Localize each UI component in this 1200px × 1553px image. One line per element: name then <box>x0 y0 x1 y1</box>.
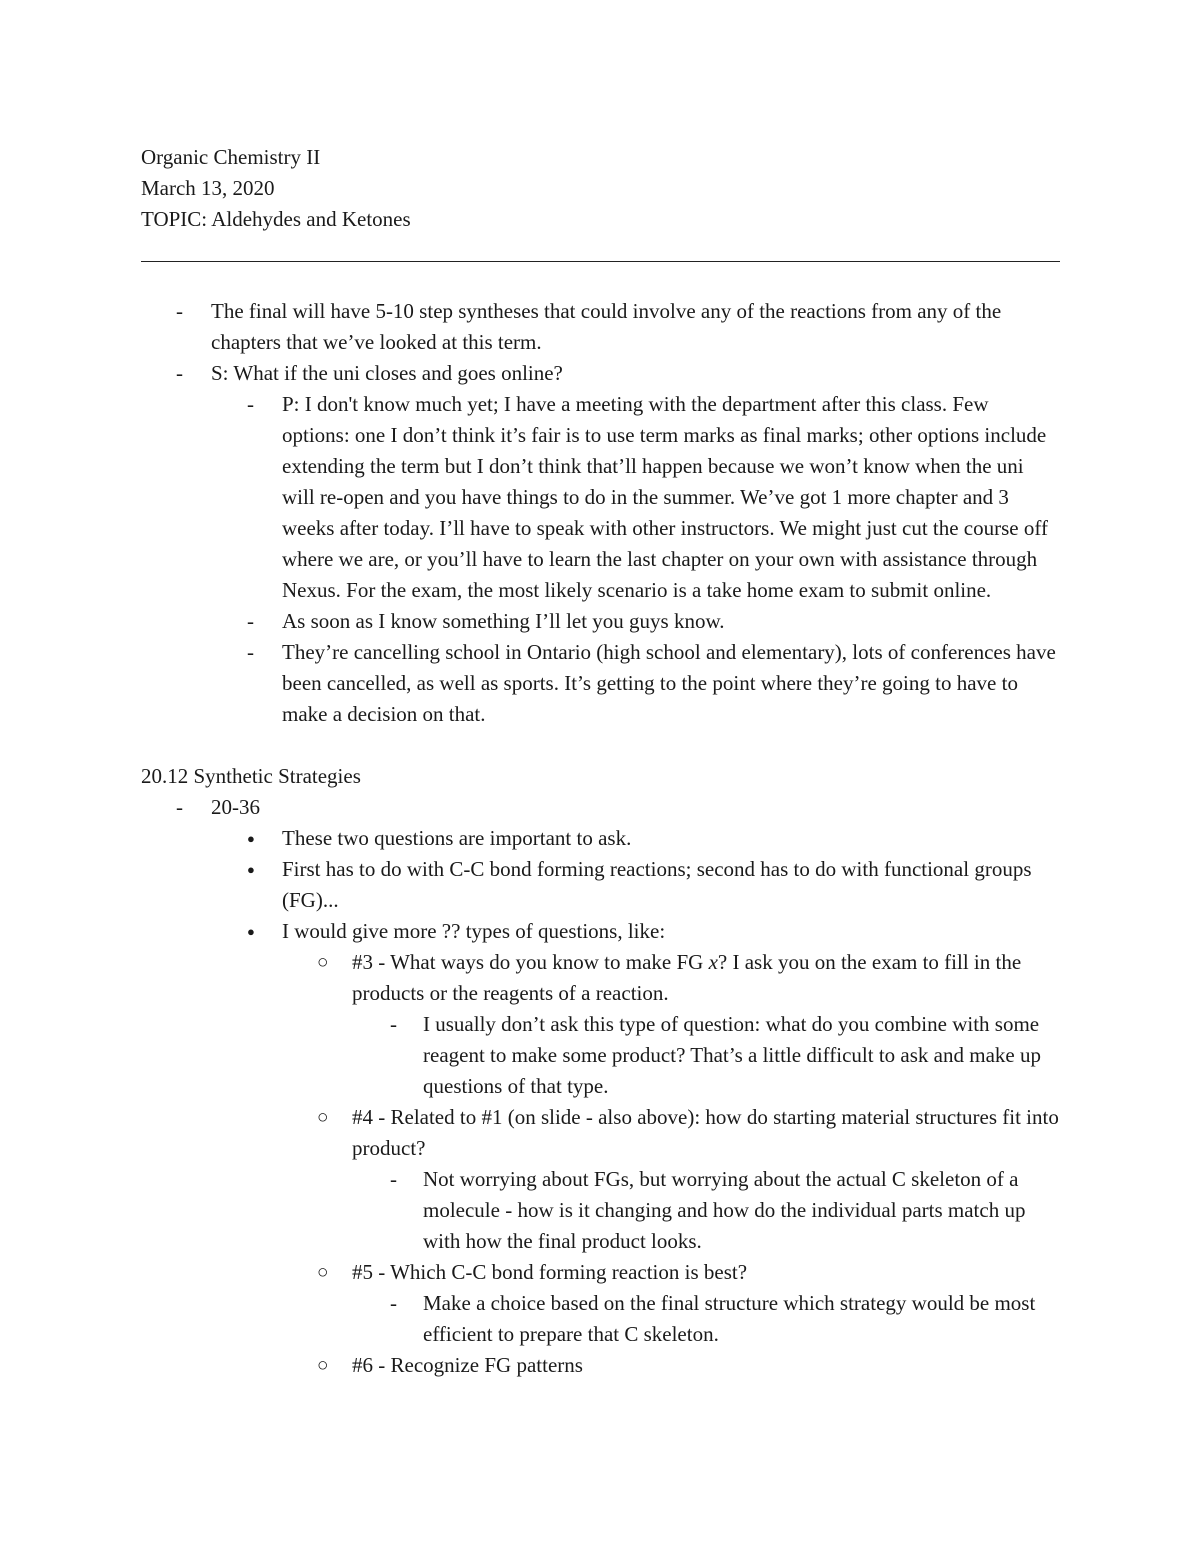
document-header <box>141 142 411 235</box>
bullet-marker: ● <box>247 862 255 877</box>
variable-x: x <box>708 950 718 974</box>
note-text: The final will have 5-10 step syntheses that could involve any of the reactions from any of the chapters that we’ve looked at this term. <box>211 299 1002 354</box>
question-item <box>0 1257 1200 1288</box>
bullet-text: These two questions are important to ask. <box>282 826 632 850</box>
question-text: #4 - Related to #1 (on slide - also above): how do starting material structures fit into product? <box>352 1105 1059 1160</box>
question-note-item <box>0 1009 1200 1102</box>
circle-marker: ○ <box>317 952 329 973</box>
question-text-part: ? I ask you on the exam to fill in the products or the reagents of a reaction. <box>352 950 1022 1005</box>
question-item <box>0 1350 1200 1381</box>
question-text: #6 - Recognize FG patterns <box>352 1353 583 1377</box>
bullet-marker: ● <box>247 924 255 939</box>
sub-note-text: As soon as I know something I’ll let you guys know. <box>282 609 725 633</box>
circle-marker: ○ <box>317 1107 329 1128</box>
notes-body <box>0 296 1200 1381</box>
note-item <box>0 358 1200 389</box>
course-title: Organic Chemistry II <box>141 145 321 169</box>
dash-marker: - <box>390 1291 397 1315</box>
question-note-text: I usually don’t ask this type of question: what do you combine with some reagent to make some product? That’s a little difficult to ask and make up questions of that type. <box>423 1012 1041 1098</box>
dash-marker: - <box>390 1012 397 1036</box>
bullet-item <box>0 854 1200 916</box>
dash-marker: - <box>390 1167 397 1191</box>
spacer <box>0 730 1200 761</box>
dash-marker: - <box>176 795 183 819</box>
question-note-item <box>0 1164 1200 1257</box>
question-text: #5 - Which C-C bond forming reaction is best? <box>352 1260 748 1284</box>
bullet-item <box>0 916 1200 947</box>
note-item <box>0 792 1200 823</box>
bullet-marker: ● <box>247 831 255 846</box>
header-divider <box>141 261 1060 262</box>
dash-marker: - <box>176 299 183 323</box>
sub-note-item <box>0 606 1200 637</box>
section-heading: 20.12 Synthetic Strategies <box>141 764 361 788</box>
dash-marker: - <box>247 392 254 416</box>
note-text: 20-36 <box>211 795 260 819</box>
note-item <box>0 296 1200 358</box>
bullet-text: First has to do with C-C bond forming reactions; second has to do with functional groups (FG)... <box>282 857 1032 912</box>
circle-marker: ○ <box>317 1262 329 1283</box>
question-note-text: Not worrying about FGs, but worrying about the actual C skeleton of a molecule - how is it changing and how do the individual parts match up with how the final product looks. <box>423 1167 1026 1253</box>
bullet-item <box>0 823 1200 854</box>
lecture-date: March 13, 2020 <box>141 176 275 200</box>
sub-note-text: They’re cancelling school in Ontario (high school and elementary), lots of conferences have been cancelled, as well as sports. It’s getting to the point where they’re going to have to make a decision on that. <box>282 640 1056 726</box>
circle-marker: ○ <box>317 1355 329 1376</box>
question-text-part: #3 - What ways do you know to make FG <box>352 950 709 974</box>
sub-note-item <box>0 637 1200 730</box>
question-note-text: Make a choice based on the final structure which strategy would be most efficient to prepare that C skeleton. <box>423 1291 1036 1346</box>
sub-note-text: P: I don't know much yet; I have a meeting with the department after this class. Few options: one I don’t think it’s fair is to use term marks as final marks; other options include extending the term but I don’t think that’ll happen because we won’t know when the uni will re-open and you have things to do in the summer. We’ve got 1 more chapter and 3 weeks after today. I’ll have to speak with other instructors. We might just cut the course off where we are, or you’ll have to learn the last chapter on your own with assistance through Nexus. For the exam, the most likely scenario is a take home exam to submit online. <box>282 392 1048 602</box>
bullet-text: I would give more ?? types of questions, like: <box>282 919 666 943</box>
dash-marker: - <box>247 640 254 664</box>
sub-note-item <box>0 389 1200 606</box>
lecture-topic: TOPIC: Aldehydes and Ketones <box>141 207 411 231</box>
question-item <box>0 947 1200 1009</box>
question-note-item <box>0 1288 1200 1350</box>
note-text: S: What if the uni closes and goes online? <box>211 361 563 385</box>
dash-marker: - <box>247 609 254 633</box>
dash-marker: - <box>176 361 183 385</box>
question-text <box>352 947 1060 1009</box>
question-item <box>0 1102 1200 1164</box>
